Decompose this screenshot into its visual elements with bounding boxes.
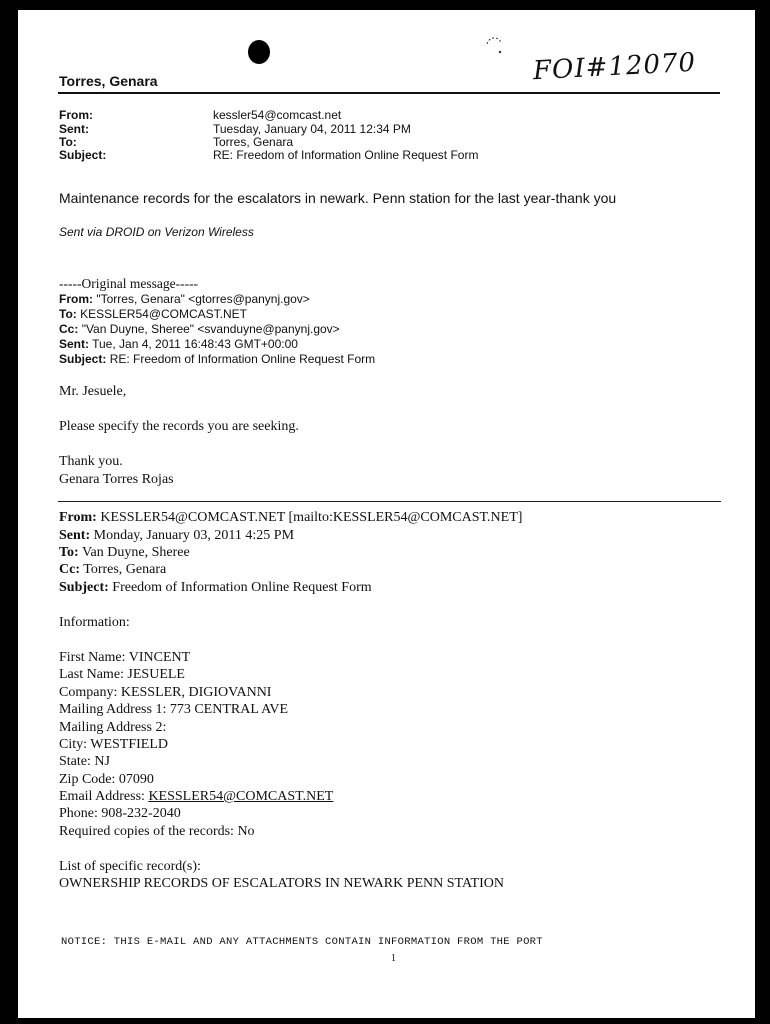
form-copies: Required copies of the records: No: [59, 824, 255, 839]
original-sent: Sent: Tue, Jan 4, 2011 16:48:43 GMT+00:00: [59, 337, 298, 351]
original-subject: Subject: RE: Freedom of Information Online Request Form: [59, 352, 376, 366]
form-first-name: First Name: VINCENT: [59, 650, 191, 665]
form-address-1: Mailing Address 1: 773 CENTRAL AVE: [59, 702, 289, 717]
sent-label: Sent:: [59, 122, 89, 136]
form-list-label: List of specific record(s):: [59, 859, 201, 874]
first-from: From: KESSLER54@COMCAST.NET [mailto:KESSLER54@COMCAST.NET]: [59, 510, 523, 525]
first-cc: Cc: Torres, Genara: [59, 562, 167, 577]
form-phone: Phone: 908-232-2040: [59, 806, 181, 821]
form-city: City: WESTFIELD: [59, 737, 169, 752]
punch-hole-mark: [248, 40, 270, 64]
form-list-value: OWNERSHIP RECORDS OF ESCALATORS IN NEWARK PENN STATION: [59, 876, 504, 891]
from-value: kessler54@comcast.net: [213, 108, 342, 122]
original-from: From: "Torres, Genara" <gtorres@panynj.gov>: [59, 292, 310, 306]
first-to: To: Van Duyne, Sheree: [59, 545, 190, 560]
sender-name: Torres, Genara: [59, 73, 158, 89]
from-label: From:: [59, 108, 93, 122]
page-number: 1: [391, 953, 396, 964]
scan-smudge-icon: [483, 34, 505, 58]
form-company: Company: KESSLER, DIGIOVANNI: [59, 685, 272, 700]
form-state: State: NJ: [59, 754, 110, 769]
handwritten-reference: FOI#12070: [532, 47, 697, 87]
reply-signature-name: Genara Torres Rojas: [59, 472, 174, 487]
form-information-heading: Information:: [59, 615, 130, 630]
email-link[interactable]: KESSLER54@COMCAST.NET: [148, 789, 334, 804]
reply-greeting: Mr. Jesuele,: [59, 384, 127, 399]
form-email: Email Address: KESSLER54@COMCAST.NET: [59, 789, 334, 804]
sent-value: Tuesday, January 04, 2011 12:34 PM: [213, 122, 411, 136]
header-divider: [58, 92, 720, 94]
subject-label: Subject:: [59, 148, 107, 162]
form-zip: Zip Code: 07090: [59, 772, 154, 787]
message-body: Maintenance records for the escalators in newark. Penn station for the last year-thank you: [59, 190, 617, 206]
original-cc: Cc: "Van Duyne, Sheree" <svanduyne@panynj.gov>: [59, 322, 340, 336]
original-message-marker: -----Original message-----: [59, 276, 199, 291]
mobile-signature: Sent via DROID on Verizon Wireless: [59, 225, 254, 239]
to-value: Torres, Genara: [213, 135, 294, 149]
message-divider: [58, 501, 721, 502]
form-last-name: Last Name: JESUELE: [59, 667, 185, 682]
to-label: To:: [59, 135, 77, 149]
document-page: [18, 10, 755, 1018]
legal-notice: NOTICE: THIS E-MAIL AND ANY ATTACHMENTS CONTAIN INFORMATION FROM THE PORT: [61, 936, 543, 948]
first-sent: Sent: Monday, January 03, 2011 4:25 PM: [59, 528, 295, 543]
subject-value: RE: Freedom of Information Online Request Form: [213, 148, 479, 162]
reply-request: Please specify the records you are seeking.: [59, 419, 299, 434]
first-subject: Subject: Freedom of Information Online Request Form: [59, 580, 372, 595]
form-address-2: Mailing Address 2:: [59, 720, 167, 735]
original-to: To: KESSLER54@COMCAST.NET: [59, 307, 248, 321]
reply-thanks: Thank you.: [59, 454, 123, 469]
